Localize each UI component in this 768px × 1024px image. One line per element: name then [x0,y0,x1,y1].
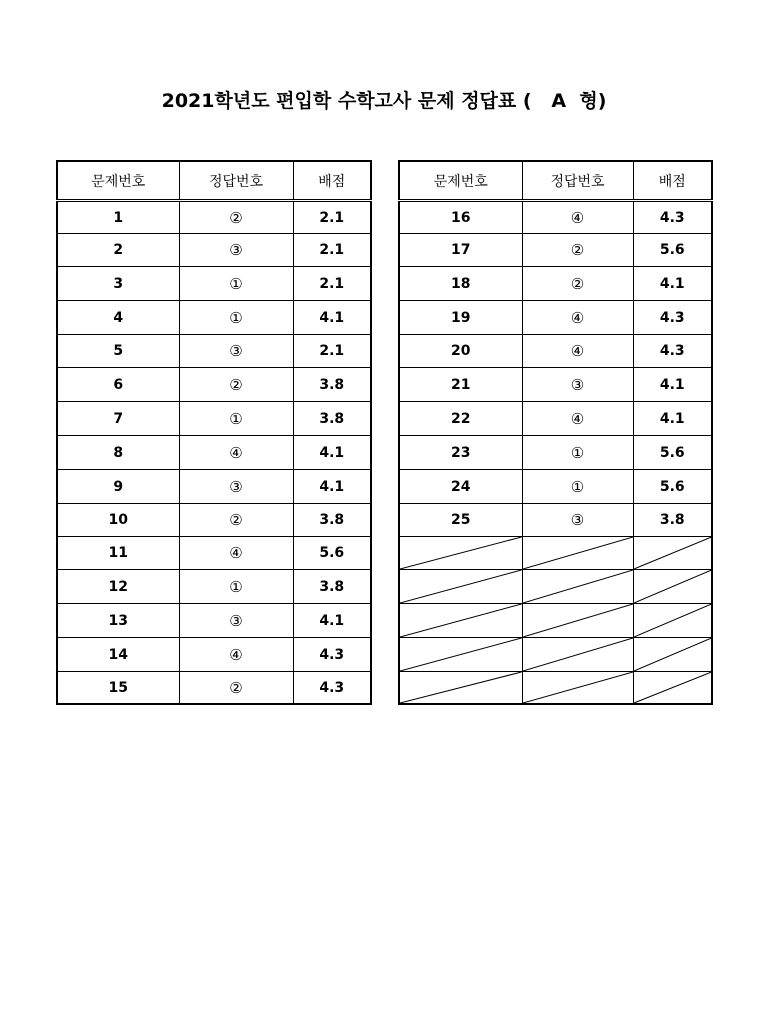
answer-number: ③ [179,470,293,504]
header-points: 배점 [633,161,712,201]
points-value: 4.3 [633,335,712,368]
points-value: 2.1 [293,201,371,234]
answer-number: ② [179,368,293,402]
table-row [57,234,371,267]
table-row [57,537,371,570]
answer-number: ③ [179,335,293,368]
table-row [57,504,371,537]
empty-cell [522,638,633,672]
empty-cell [399,570,522,604]
answer-number: ③ [522,368,633,402]
empty-cell [633,672,712,705]
question-number: 14 [57,638,179,672]
question-number: 11 [57,537,179,570]
empty-cell [399,604,522,638]
table-row [57,201,371,234]
question-number: 18 [399,267,522,301]
table-row [57,672,371,705]
points-value: 3.8 [293,570,371,604]
points-value: 4.1 [293,436,371,470]
question-number: 7 [57,402,179,436]
answer-number: ④ [179,537,293,570]
question-number: 10 [57,504,179,537]
table-row [57,402,371,436]
answer-number: ① [179,570,293,604]
points-value: 5.6 [633,470,712,504]
table-row [399,504,712,537]
points-value: 3.8 [293,368,371,402]
answer-number: ② [522,267,633,301]
question-number: 13 [57,604,179,638]
question-number: 22 [399,402,522,436]
empty-cell [522,537,633,570]
table-row [399,267,712,301]
table-row [57,470,371,504]
points-value: 4.1 [633,402,712,436]
points-value: 4.3 [293,638,371,672]
question-number: 21 [399,368,522,402]
question-number: 15 [57,672,179,705]
points-value: 3.8 [293,504,371,537]
points-value: 5.6 [293,537,371,570]
question-number: 3 [57,267,179,301]
header-answer-no: 정답번호 [179,161,293,201]
header-answer-no: 정답번호 [522,161,633,201]
header-question-no: 문제번호 [57,161,179,201]
question-number: 4 [57,301,179,335]
answer-number: ④ [522,402,633,436]
empty-cell [633,638,712,672]
answer-number: ① [522,470,633,504]
points-value: 4.1 [293,301,371,335]
table-row [57,638,371,672]
question-number: 2 [57,234,179,267]
table-row [57,335,371,368]
table-row [57,301,371,335]
answer-number: ① [179,402,293,436]
blank-row [399,537,712,570]
answer-number: ① [522,436,633,470]
answer-number: ③ [522,504,633,537]
empty-cell [522,672,633,705]
question-number: 19 [399,301,522,335]
table-row [399,234,712,267]
table-row [399,470,712,504]
question-number: 1 [57,201,179,234]
question-number: 12 [57,570,179,604]
table-row [399,301,712,335]
answer-number: ① [179,267,293,301]
empty-cell [522,604,633,638]
question-number: 5 [57,335,179,368]
answer-table-right [398,160,713,705]
points-value: 4.1 [293,470,371,504]
question-number: 17 [399,234,522,267]
points-value: 2.1 [293,234,371,267]
points-value: 4.3 [633,201,712,234]
points-value: 4.3 [633,301,712,335]
answer-number: ① [179,301,293,335]
empty-cell [399,672,522,705]
answer-number: ③ [179,234,293,267]
answer-number: ② [179,201,293,234]
empty-cell [522,570,633,604]
table-row [57,604,371,638]
answer-number: ④ [522,301,633,335]
question-number: 25 [399,504,522,537]
question-number: 16 [399,201,522,234]
table-row [399,402,712,436]
question-number: 20 [399,335,522,368]
question-number: 6 [57,368,179,402]
empty-cell [633,570,712,604]
answer-number: ② [179,504,293,537]
table-row [399,201,712,234]
points-value: 3.8 [293,402,371,436]
header-question-no: 문제번호 [399,161,522,201]
question-number: 9 [57,470,179,504]
page-title: 2021학년도 편입학 수학고사 문제 정답표 ( A 형) [161,90,607,112]
question-number: 24 [399,470,522,504]
answer-table-left [56,160,372,705]
blank-row [399,604,712,638]
table-row [57,267,371,301]
answer-number: ② [179,672,293,705]
points-value: 4.1 [633,368,712,402]
points-value: 3.8 [633,504,712,537]
answer-number: ④ [179,638,293,672]
blank-row [399,638,712,672]
empty-cell [399,638,522,672]
empty-cell [633,537,712,570]
answer-number: ④ [522,335,633,368]
answer-number: ③ [179,604,293,638]
points-value: 4.1 [293,604,371,638]
points-value: 4.3 [293,672,371,705]
empty-cell [633,604,712,638]
points-value: 4.1 [633,267,712,301]
points-value: 2.1 [293,335,371,368]
question-number: 8 [57,436,179,470]
table-row [57,436,371,470]
table-row [399,335,712,368]
table-row [57,368,371,402]
points-value: 5.6 [633,436,712,470]
points-value: 5.6 [633,234,712,267]
answer-number: ④ [522,201,633,234]
blank-row [399,672,712,705]
blank-row [399,570,712,604]
answer-number: ④ [179,436,293,470]
table-row [399,436,712,470]
points-value: 2.1 [293,267,371,301]
header-points: 배점 [293,161,371,201]
question-number: 23 [399,436,522,470]
table-row [57,570,371,604]
table-row [399,368,712,402]
answer-number: ② [522,234,633,267]
empty-cell [399,537,522,570]
